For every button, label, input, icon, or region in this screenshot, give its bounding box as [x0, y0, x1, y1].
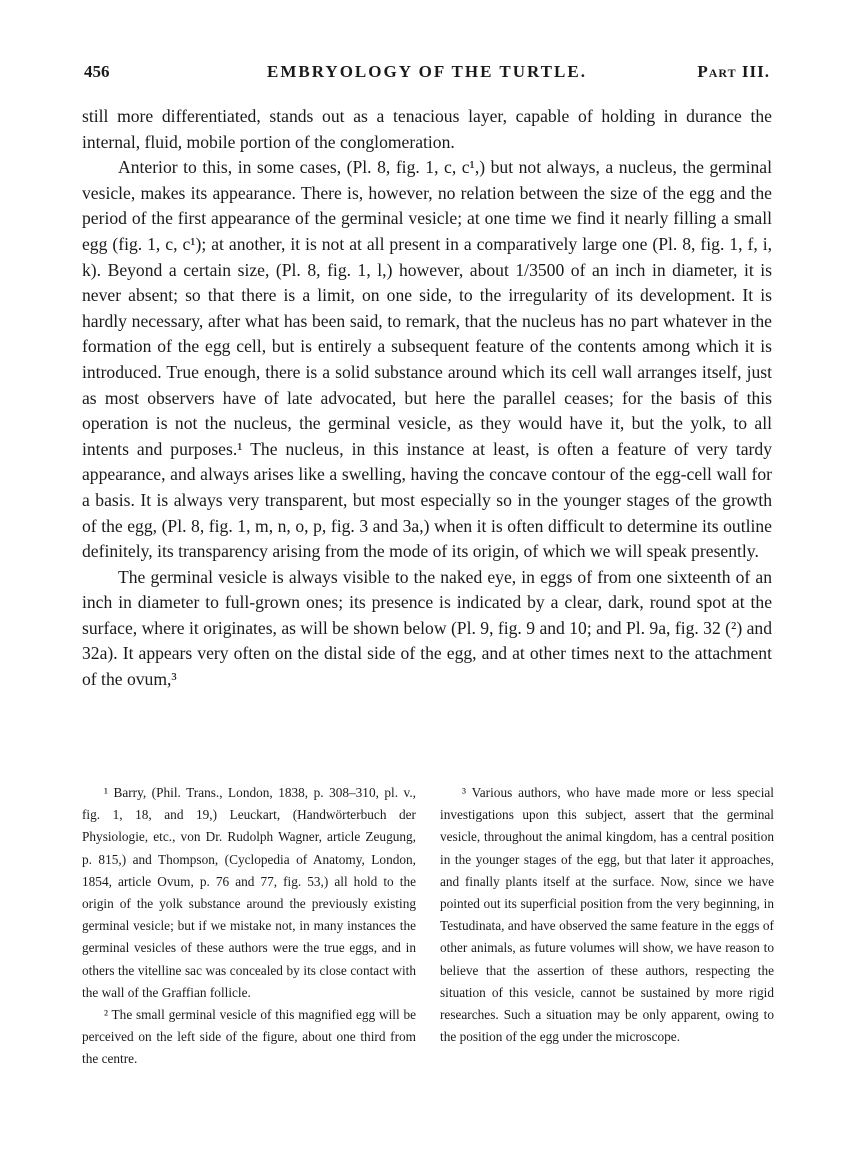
paragraph: still more differentiated, stands out as a tenacious layer, capable of holding in durance the internal, fluid, mobile portion of the conglomeration.: [82, 106, 772, 152]
paragraph: Anterior to this, in some cases, (Pl. 8, fig. 1, c, c¹,) but not always, a nucleus, the germinal vesicle, makes its appearance. There is, however, no relation between the size of the egg and the period of the first appearance of the germinal vesicle; at one time we find it nearly filling a small egg (fig. 1, c, c¹); at another, it is not at all present in a comparatively large one (Pl. 8, fig. 1, f, i, k). Beyond a certain size, (Pl. 8, fig. 1, l,) however, about 1/3500 of an inch in diameter, it is never absent; so that there is a limit, on one side, to the irregularity of its development. It is hardly necessary, after what has been said, to remark, that the nucleus has no part whatever in the formation of the egg cell, but is entirely a subsequent feature of the contents among which it is introduced. True enough, there is a solid substance around which its cell wall arranges itself, just as most observers have of late advocated, but here the parallel ceases; for the basis of this operation is not the nucleus, the germinal vesicle, as they would have it, but the yolk, to all intents and purposes.¹ The nucleus, in this instance at least, is often a feature of very tardy appearance, and always arises like a swelling, having the concave contour of the egg-cell wall for a basis. It is always very transparent, but most especially so in the younger stages of the growth of the egg, (Pl. 8, fig. 1, m, n, o, p, fig. 3 and 3a,) when it is often difficult to determine its outline definitely, its transparency arising from the mode of its origin, of which we will speak presently.: [82, 157, 772, 562]
paragraph: The germinal vesicle is always visible to the naked eye, in eggs of from one sixteenth of an inch in diameter to full-grown ones; its presence is indicated by a clear, dark, round spot at the surface, where it originates, as will be shown below (Pl. 9, fig. 9 and 10; and Pl. 9a, fig. 32 (²) and 32a). It appears very often on the distal side of the egg, and at other times next to the attachment of the ovum,³: [82, 566, 772, 690]
running-header: [84, 62, 770, 86]
footnote-2: ² The small germinal vesicle of this magnified egg will be perceived on the left side of the figure, about one third from the centre.: [82, 1007, 416, 1067]
running-title: EMBRYOLOGY OF THE TURTLE.: [267, 62, 587, 81]
footnotes-right-column: [440, 782, 774, 1071]
footnote-3: ³ Various authors, who have made more or less special investigations upon this subject, assert that the germinal vesicle, throughout the animal kingdom, has a central position in the younger stages of the egg, but that later it approaches, and finally plants itself at the surface. Now, since we have pointed out its superficial position from the very beginning, in Testudinata, and have observed the same feature in the eggs of other animals, as future volumes will show, we have reason to believe that the assertion of these authors, respecting the situation of this vesicle, cannot be sustained by more rigid researches. Such a situation may be only apparent, owing to the position of the egg under the microscope.: [440, 785, 774, 1045]
page-number: 456: [84, 62, 110, 81]
footnotes-left-column: [82, 782, 416, 1071]
footnote-1: ¹ Barry, (Phil. Trans., London, 1838, p. 308–310, pl. v., fig. 1, 18, and 19,) Leuckart, (Handwörterbuch der Physiologie, etc., von Dr. Rudolph Wagner, article Zeugung, p. 815,) and Thompson, (Cyclopedia of Anatomy, London, 1854, article Ovum, p. 76 and 77, fig. 53,) all hold to the origin of the yolk substance around the previously existing germinal vesicle; but if we mistake not, in many instances the germinal vesicles of these authors were the true eggs, and in others the vitelline sac was concealed by its close contact with the wall of the Graffian follicle.: [82, 785, 416, 1000]
main-text: [82, 104, 772, 693]
footnotes: [82, 782, 774, 1071]
part-label: Part III.: [697, 62, 770, 81]
